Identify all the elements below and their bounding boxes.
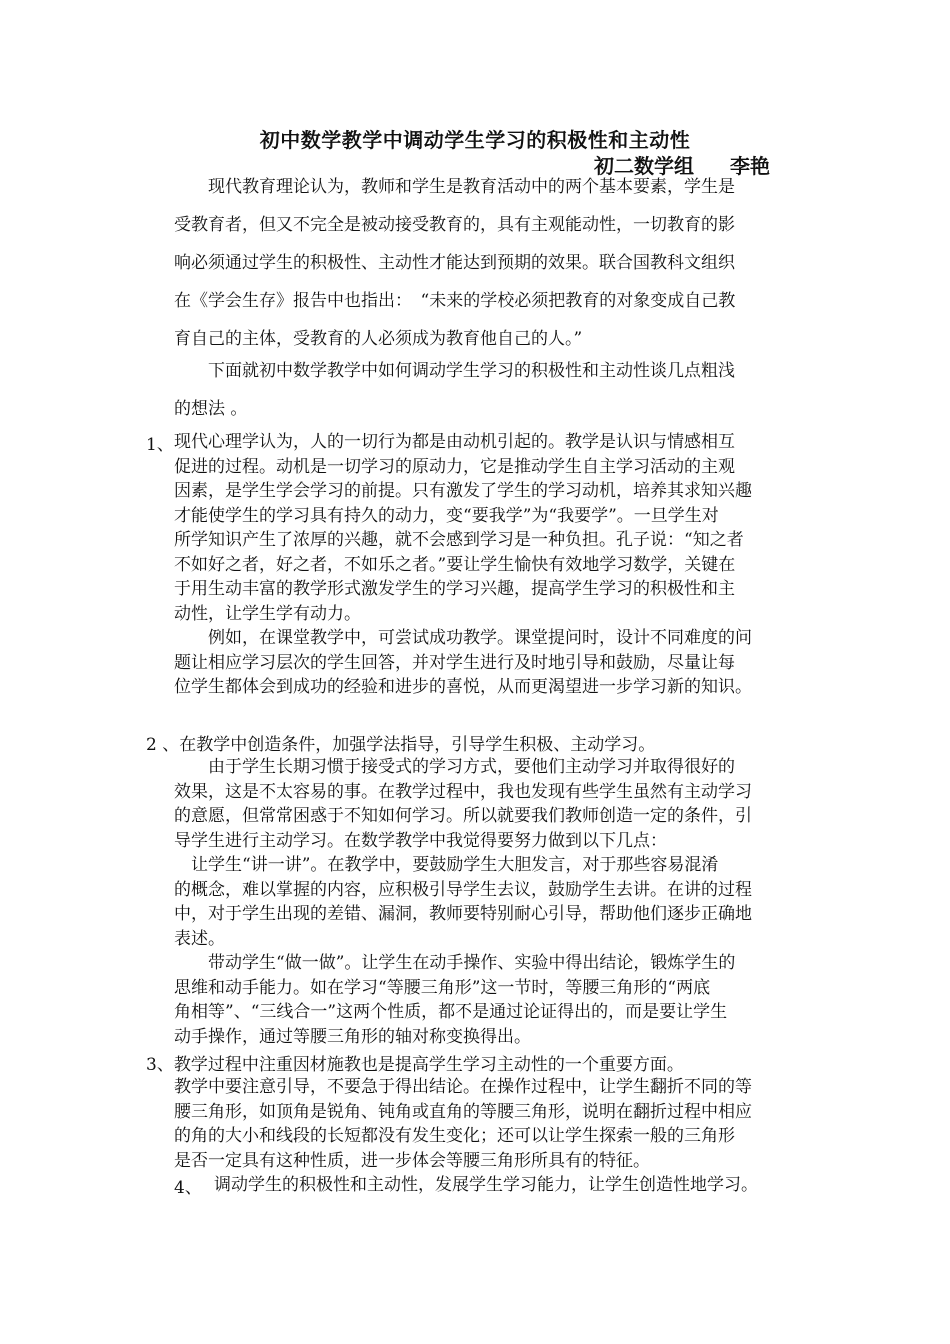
text-line: 的意愿，但常常困惑于不知如何学习。所以就要我们教师创造一定的条件，引 [174, 806, 752, 826]
text-line: 促进的过程。动机是一切学习的原动力，它是推动学生自主学习活动的主观 [174, 456, 735, 477]
text-line: 题让相应学习层次的学生回答，并对学生进行及时地引导和鼓励，尽量让每 [174, 652, 735, 673]
byline-group: 初二数学组 [594, 154, 694, 178]
text-line: 教学中要注意引导，不要急于得出结论。在操作过程中，让学生翻折不同的等 [174, 1077, 752, 1097]
text-line: 现代教育理论认为，教师和学生是教育活动中的两个基本要素，学生是 [174, 177, 735, 197]
text-line: 例如，在课堂教学中，可尝试成功教学。课堂提问时，设计不同难度的问 [174, 628, 752, 648]
byline-author: 李艳 [730, 154, 770, 178]
text-line: 育自己的主体，受教育的人必须成为教育他自己的人。” [174, 329, 583, 349]
text-line: 角相等”、“三线合一”这两个性质，都不是通过论证得出的，而是要让学生 [174, 1002, 728, 1022]
text-line: 表述。 [174, 928, 225, 949]
section-2-heading: 2 、在教学中创造条件，加强学法指导，引导学生积极、主动学习。 [146, 735, 656, 755]
text-line: 调动学生的积极性和主动性，发展学生学习能力，让学生创造性地学习。 [214, 1175, 758, 1195]
text-line: 响必须通过学生的积极性、主动性才能达到预期的效果。联合国教科文组织 [174, 253, 735, 273]
text-line: 是否一定具有这种性质，进一步体会等腰三角形所具有的特征。 [174, 1150, 650, 1171]
text-line: 在《学会生存》报告中也指出： “未来的学校必须把教育的对象变成自己教 [174, 291, 736, 311]
text-line: 不如好之者，好之者，不如乐之者。”要让学生愉快有效地学习数学，关键在 [174, 554, 736, 575]
text-line: 下面就初中数学教学中如何调动学生学习的积极性和主动性谈几点粗浅 [174, 361, 735, 381]
section-1-number: 1、 [146, 435, 174, 455]
intro-paragraph-2 [174, 358, 814, 434]
text-line: 受教育者，但又不完全是被动接受教育的，具有主观能动性，一切教育的影 [174, 215, 735, 235]
section-3-heading: 3、教学过程中注重因材施教也是提高学生学习主动性的一个重要方面。 [146, 1055, 684, 1075]
text-line: 才能使学生的学习具有持久的动力，变“要我学”为“我要学”。一旦学生对 [174, 505, 719, 526]
text-line: 的角的大小和线段的长短都没有发生变化；还可以让学生探索一般的三角形 [174, 1126, 735, 1146]
section-3-body [174, 1075, 752, 1173]
text-line: 动性，让学生学有动力。 [174, 603, 361, 624]
section-1-body [174, 430, 752, 700]
text-line: 的想法 。 [174, 399, 248, 419]
text-line: 的概念，难以掌握的内容，应积极引导学生去议，鼓励学生去讲。在讲的过程 [174, 879, 752, 900]
text-line: 由于学生长期习惯于接受式的学习方式，要他们主动学习并取得很好的 [174, 757, 735, 777]
document-title: 初中数学教学中调动学生学习的积极性和主动性 [259, 128, 691, 152]
intro-paragraph-1 [174, 174, 814, 364]
section-2-body [174, 755, 752, 1049]
text-line: 带动学生“做一做”。让学生在动手操作、实验中得出结论，锻炼学生的 [174, 953, 736, 973]
text-line: 中，对于学生出现的差错、漏洞，教师要特别耐心引导，帮助他们逐步正确地 [174, 904, 752, 924]
text-line: 所学知识产生了浓厚的兴趣，就不会感到学习是一种负担。孔子说：“知之者 [174, 530, 744, 550]
text-line: 思维和动手能力。如在学习“等腰三角形”这一节时，等腰三角形的“两底 [174, 977, 711, 998]
text-line: 让学生“讲一讲”。在教学中，要鼓励学生大胆发言，对于那些容易混淆 [174, 855, 719, 875]
text-line: 位学生都体会到成功的经验和进步的喜悦，从而更渴望进一步学习新的知识。 [174, 677, 752, 697]
text-line: 现代心理学认为，人的一切行为都是由动机引起的。教学是认识与情感相互 [174, 432, 735, 452]
text-line: 于用生动丰富的教学形式激发学生的学习兴趣，提高学生学习的积极性和主 [174, 579, 735, 599]
text-line: 腰三角形，如顶角是锐角、钝角或直角的等腰三角形，说明在翻折过程中相应 [174, 1101, 752, 1122]
text-line: 因素，是学生学会学习的前提。只有激发了学生的学习动机，培养其求知兴趣 [174, 481, 752, 501]
section-4-text [214, 1173, 758, 1198]
text-line: 导学生进行主动学习。在数学教学中我觉得要努力做到以下几点： [174, 830, 667, 851]
text-line: 效果，这是不太容易的事。在教学过程中，我也发现有些学生虽然有主动学习 [174, 781, 752, 802]
section-4-number: 4、 [174, 1178, 202, 1198]
text-line: 动手操作，通过等腰三角形的轴对称变换得出。 [174, 1026, 531, 1047]
